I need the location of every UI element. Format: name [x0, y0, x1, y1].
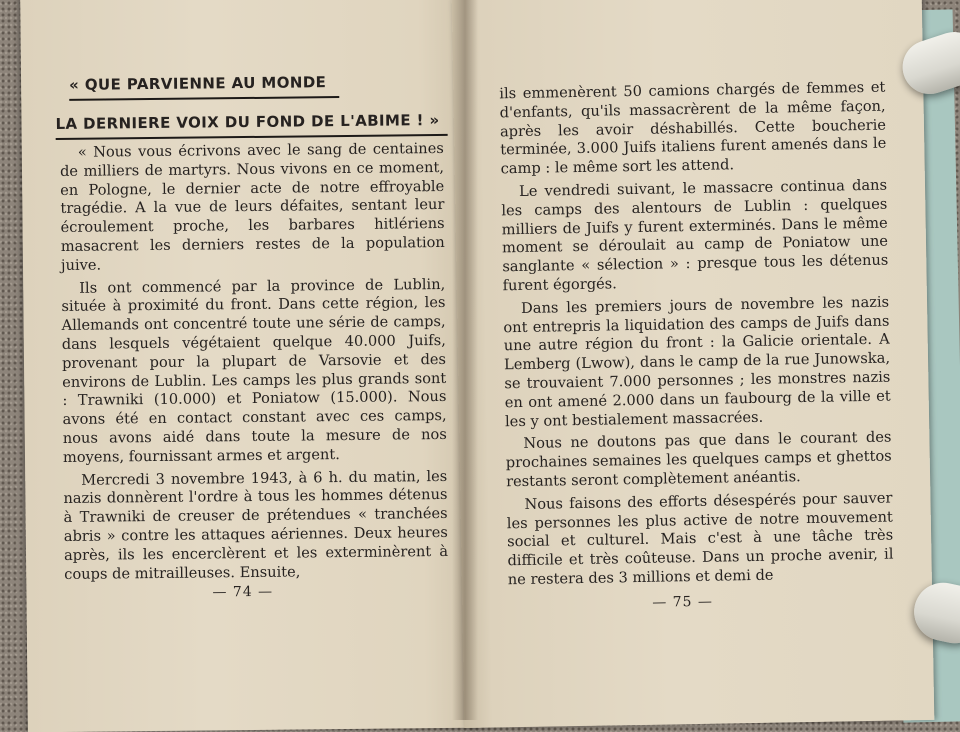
paragraph: ils emmenèrent 50 camions chargés de femmes et d'enfants, qu'ils massacrèrent de la même façon, après les avoir déshabillés. Cette boucherie terminée, 3.000 Juifs italiens furent amenés dans le camp : le même sort les attend. [499, 78, 887, 178]
paragraph: Dans les premiers jours de novembre les nazis ont entrepris la liquidation des camps de Juifs dans une autre région du front : la Galicie orientale. A Lemberg (Lwow), dans le camp de la rue Junowska, se trouvaient 7.000 personnes ; les monstres nazis en ont amené 2.000 dans un faubourg de la ville et les y ont bestialement massacrées. [503, 293, 891, 430]
right-page [452, 0, 935, 728]
page-number: — 75 — [652, 593, 714, 611]
paragraph: Le vendredi suivant, le massacre continua dans les camps des alentours de Lublin : quelques milliers de Juifs y furent exterminés. Dans le même moment se déroulait au camp de Poniatow une sanglante « sélection » : presque tous les détenus furent égorgés. [501, 176, 889, 295]
left-page-body [60, 140, 449, 588]
left-page [20, 0, 480, 732]
chapter-heading [55, 70, 448, 140]
paragraph: Nous faisons des efforts désespérés pour sauver les personnes les plus active de notre mouvement social et culturel. Mais c'est à une tâche très difficile et très coûteuse. Dans un proche avenir, il ne restera des 3 millions et demi de [506, 489, 894, 589]
page-number: — 74 — [212, 583, 274, 601]
heading-line-2: LA DERNIERE VOIX DU FOND DE L'ABIME ! » [55, 109, 447, 140]
paragraph: « Nous vous écrivons avec le sang de centaines de milliers de martyrs. Nous vivons en ce moment, en Pologne, le dernier acte de notre effroyable tragédie. A la vue de leurs défaites, sentant leur écroulement proche, les barbares hitlériens masacrent les derniers restes de la population juive. [59, 139, 445, 274]
right-page-body [499, 79, 894, 594]
book-gutter [452, 0, 478, 720]
paragraph: Mercredi 3 novembre 1943, à 6 h. du matin, les nazis donnèrent l'ordre à tous les hommes détenus à Trawniki de creuser de prétendues « tranchées abris » contre les attaques aériennes. Deux heures après, ils les encerclèrent et les exterminèrent à coups de mitrailleuses. Ensuite, [63, 467, 449, 583]
paragraph: Nous ne doutons pas que dans le courant des prochaines semaines les quelques camps et ghettos restants seront complètement anéantis. [505, 428, 892, 491]
heading-line-1: « QUE PARVIENNE AU MONDE [69, 71, 339, 101]
paragraph: Ils ont commencé par la province de Lublin, située à proximité du front. Dans cette région, les Allemands ont concentré toute une série de camps, dans lesquels végétaient quelque 40.000 Juifs, provenant pour la plupart de Varsovie et des environs de Lublin. Les camps les plus grands sont : Trawniki (10.000) et Poniatow (15.000). Nous avons été en contact constant avec ces camps, nous avons aidé dans toute la mesure de nos moyens, fournissant armes et argent. [61, 275, 447, 466]
